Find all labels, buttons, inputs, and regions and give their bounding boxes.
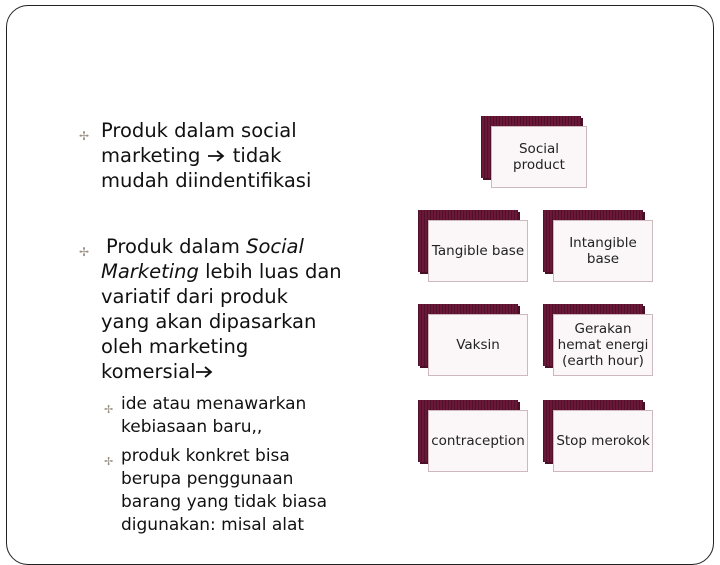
bullet-2-line4: yang akan dipasarkan (101, 310, 317, 333)
diagram-box-left-2-label: Vaksin (428, 314, 528, 376)
diagram-box-root-label: Social product (491, 126, 587, 188)
diagram-box-right-3 (543, 400, 650, 462)
bullet-1-line2: marketing tidak (101, 144, 282, 167)
diagram-box-left-3-label: contraception (428, 410, 528, 472)
bullet-2-line3: variatif dari produk (101, 285, 288, 308)
diagram-box-right-1-label: Intangible base (553, 220, 653, 282)
diagram-box-right-2 (543, 304, 649, 369)
bullet-2 (79, 234, 342, 384)
sub-bullet-2-line2: berupa penggunaan (121, 469, 294, 489)
bullet-1-line3: mudah diindentifikasi (101, 169, 312, 192)
sub-bullet-1 (104, 393, 307, 439)
bullet-mark-icon: ✢ (104, 403, 114, 416)
diagram-box-right-2-label: Gerakan hemat energi (earth hour) (553, 314, 653, 376)
bullet-mark-icon: ✢ (79, 245, 90, 259)
sub-bullet-2-line3: barang yang tidak biasa (121, 492, 328, 512)
diagram-box-left-1 (418, 210, 525, 272)
diagram-box-left-2 (418, 304, 518, 366)
diagram-box-root (481, 116, 581, 178)
bullet-1 (79, 118, 312, 193)
sub-bullet-2-line4: digunakan: misal alat (121, 515, 305, 535)
sub-bullet-1-line1: ide atau menawarkan (121, 394, 307, 414)
arrow-right-icon (207, 149, 227, 163)
sub-bullet-2-line1: produk konkret bisa (121, 446, 290, 466)
sub-bullet-2 (104, 445, 328, 537)
bullet-2-line5: oleh marketing (101, 335, 249, 358)
diagram-box-left-3 (418, 400, 525, 462)
bullet-2-line1: Produk dalam Social (106, 235, 304, 258)
bullet-mark-icon: ✢ (104, 455, 114, 468)
diagram-box-right-3-label: Stop merokok (553, 410, 653, 472)
bullet-1-line1: Produk dalam social (101, 119, 297, 142)
arrow-right-icon (195, 365, 215, 379)
bullet-2-line2: Marketing lebih luas dan (101, 260, 342, 283)
bullet-2-line6: komersial (101, 359, 342, 384)
bullet-mark-icon: ✢ (79, 129, 90, 143)
diagram-box-left-1-label: Tangible base (428, 220, 528, 282)
diagram-box-right-1 (543, 210, 643, 272)
sub-bullet-1-line2: kebiasaan baru,, (121, 417, 263, 437)
